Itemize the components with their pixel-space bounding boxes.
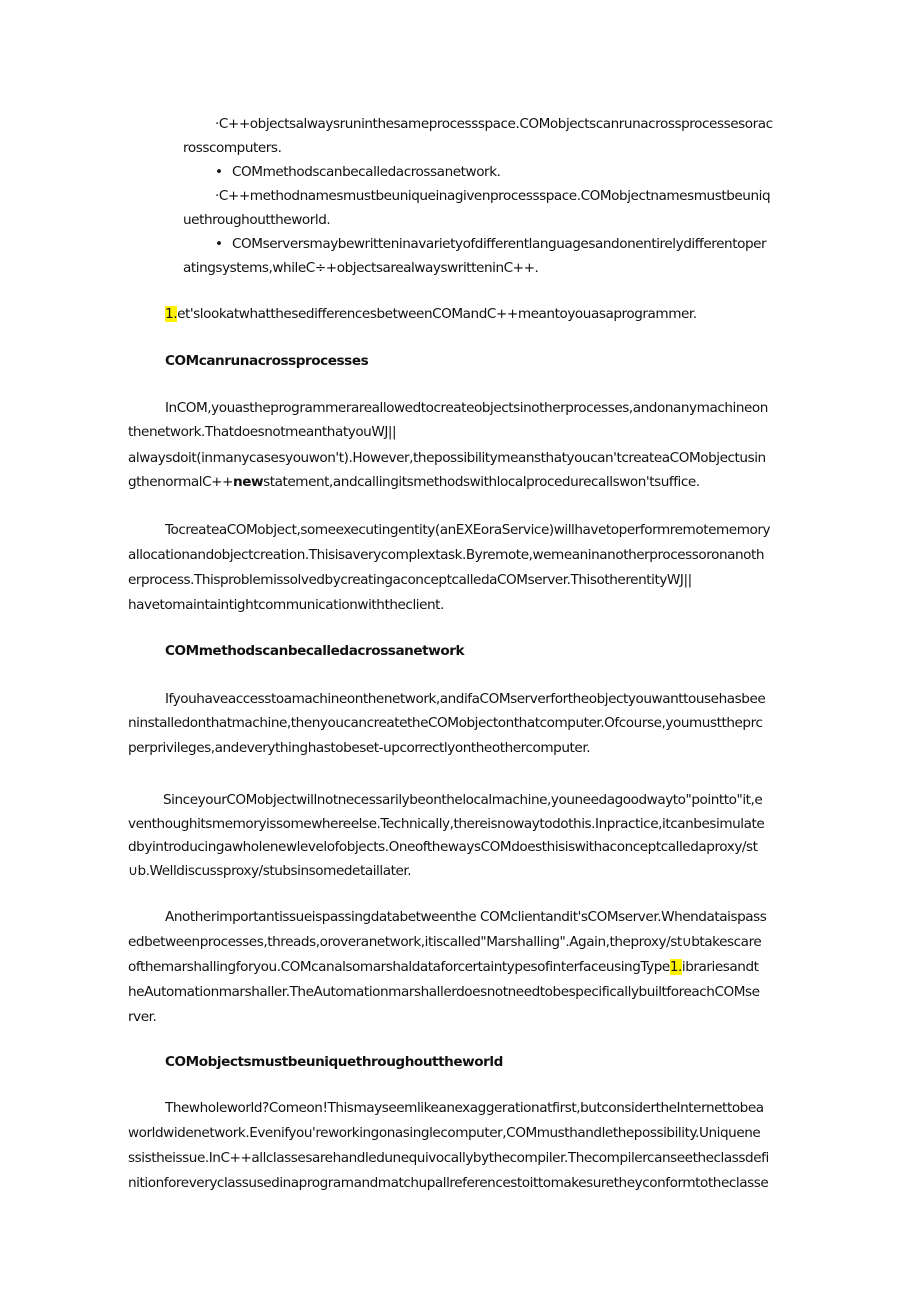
paragraph-3-line-1: Ifyouhaveaccesstoamachineonthenetwork,andifaCOMserverfortheobjectyouwanttousehasbee (165, 691, 766, 707)
text-span: ibrariesandt (681, 959, 759, 975)
section-heading-network: COMmethodscanbecalledacrossanetwork (165, 643, 465, 659)
bullet-icon: • (215, 236, 223, 252)
paragraph-4-line-1: SinceyourCOMobjectwillnotnecessarilybeonthelocalmachine,youneedagoodwayto"pointto"it,e (163, 792, 763, 808)
list-item-2: COMmethodscanbecalledacrossanetwork. (232, 164, 501, 180)
paragraph-6-line-3: ssistheissue.InC++allclassesarehandledunequivocallybythecompiler.Thecompilercanseetheclassdefi (128, 1150, 769, 1166)
paragraph-1-line-1: InCOM,youastheprogrammerareallowedtocreateobjectsinotherprocesses,andonanymachineon (165, 400, 768, 416)
paragraph-6-line-4: nitionforeveryclassusedinaprogramandmatchupallreferencestoittomakesuretheyconformtotheclasse (128, 1175, 769, 1191)
paragraph-3-line-3: perprivileges,andeverythinghastobeset-upcorrectlyontheothercomputer. (128, 740, 591, 756)
bullet-icon: • (215, 164, 223, 180)
paragraph-2-line-4: havetomaintaintightcommunicationwiththeclient. (128, 597, 444, 613)
list-item-4-line-1: COMserversmaybewritteninavarietyofdifferentlanguagesandonentirelydifferentoper (232, 236, 767, 252)
text-span: statement,andcallingitsmethodswithlocalprocedurecallswon'tsuffice. (263, 474, 700, 490)
paragraph-5-line-5: rver. (128, 1009, 157, 1025)
list-item-4-line-2: atingsystems,whileC÷+objectsarealwayswritteninC++. (183, 260, 539, 276)
paragraph-3-line-2: ninstalledonthatmachine,thenyoucancreatetheCOMobjectonthatcomputer.Ofcourse,youmusttheprc (128, 715, 763, 731)
paragraph-5-line-3 (128, 955, 759, 979)
paragraph-1-line-4 (128, 470, 700, 494)
paragraph-1-line-3: alwaysdoit(inmanycasesyouwon't).However,thepossibilitymeansthatyoucan'tcreateaCOMobjectusin (128, 450, 766, 466)
paragraph-4-line-2: venthoughitsmemoryissomewhereelse.Technically,thereisnowaytodothis.Inpractice,itcanbesimulate (128, 816, 765, 832)
paragraph-6-line-1: Thewholeworld?Comeon!Thismayseemlikeanexaggerationatfirst,butconsidertheInternettobea (165, 1100, 764, 1116)
list-item-1-line-2: rosscomputers. (183, 140, 282, 156)
list-item-3-line-1: ·C++methodnamesmustbeuniqueinagivenprocessspace.COMobjectnamesmustbeuniq (215, 188, 771, 204)
list-item-1-line-1: ·C++objectsalwaysruninthesameprocessspace.COMobjectscanrunacrossprocessesorac (215, 116, 773, 132)
text-span: ofthemarshallingforyou.COMcanalsomarshaldataforcertaintypesofinterfaceusingType (128, 959, 670, 975)
highlight-mark: 1. (669, 959, 682, 975)
paragraph-5-line-1: Anotherimportantissueispassingdatabetweenthe COMclientandit'sCOMserver.Whendataispass (165, 909, 767, 925)
paragraph-5-line-2: edbetweenprocesses,threads,oroveranetwork,itiscalled"Marshalling".Again,theproxy∕st∪btakescare (128, 934, 762, 950)
paragraph-4-line-3: dbyintroducingawholenewlevelofobjects.OneofthewaysCOMdoesthisiswithaconceptcalledaproxy∕st (128, 839, 758, 855)
list-item-3-line-2: uethroughouttheworld. (183, 212, 331, 228)
paragraph-4-line-4: ∪b.Welldiscussproxy/stubsinsomedetaillater. (128, 863, 412, 879)
intro-text: et'slookatwhatthesedifferencesbetweenCOMandC++meantoyouasaprogrammer. (177, 306, 697, 322)
paragraph-5-line-4: heAutomationmarshaller.TheAutomationmarshallerdoesnotneedtobespecificallybuiltforeachCOMse (128, 984, 760, 1000)
paragraph-6-line-2: worldwidenetwork.Evenifyou'reworkingonasinglecomputer,COMmusthandlethepossibility.Uniquene (128, 1125, 761, 1141)
keyword-new: new (233, 474, 264, 490)
section-heading-processes: COMcanrunacrossprocesses (165, 353, 369, 369)
paragraph-2-line-1: TocreateaCOMobject,someexecutingentity(anEXEoraService)willhavetoperformremotememory (165, 522, 771, 538)
text-span: gthenormalC++ (128, 474, 233, 490)
intro-paragraph (165, 302, 697, 326)
paragraph-2-line-3: erprocess.ThisproblemissolvedbycreatingaconceptcalledaCOMserver.ThisotherentityWJ|| (128, 572, 692, 588)
highlight-mark: 1. (165, 306, 178, 322)
paragraph-1-line-2: thenetwork.ThatdoesnotmeanthatyouWJ|| (128, 424, 397, 440)
paragraph-2-line-2: allocationandobjectcreation.Thisisaverycomplextask.Byremote,wemeaninanotherprocessoronanoth (128, 547, 765, 563)
section-heading-unique: COMobjectsmustbeuniquethroughouttheworld (165, 1054, 503, 1070)
